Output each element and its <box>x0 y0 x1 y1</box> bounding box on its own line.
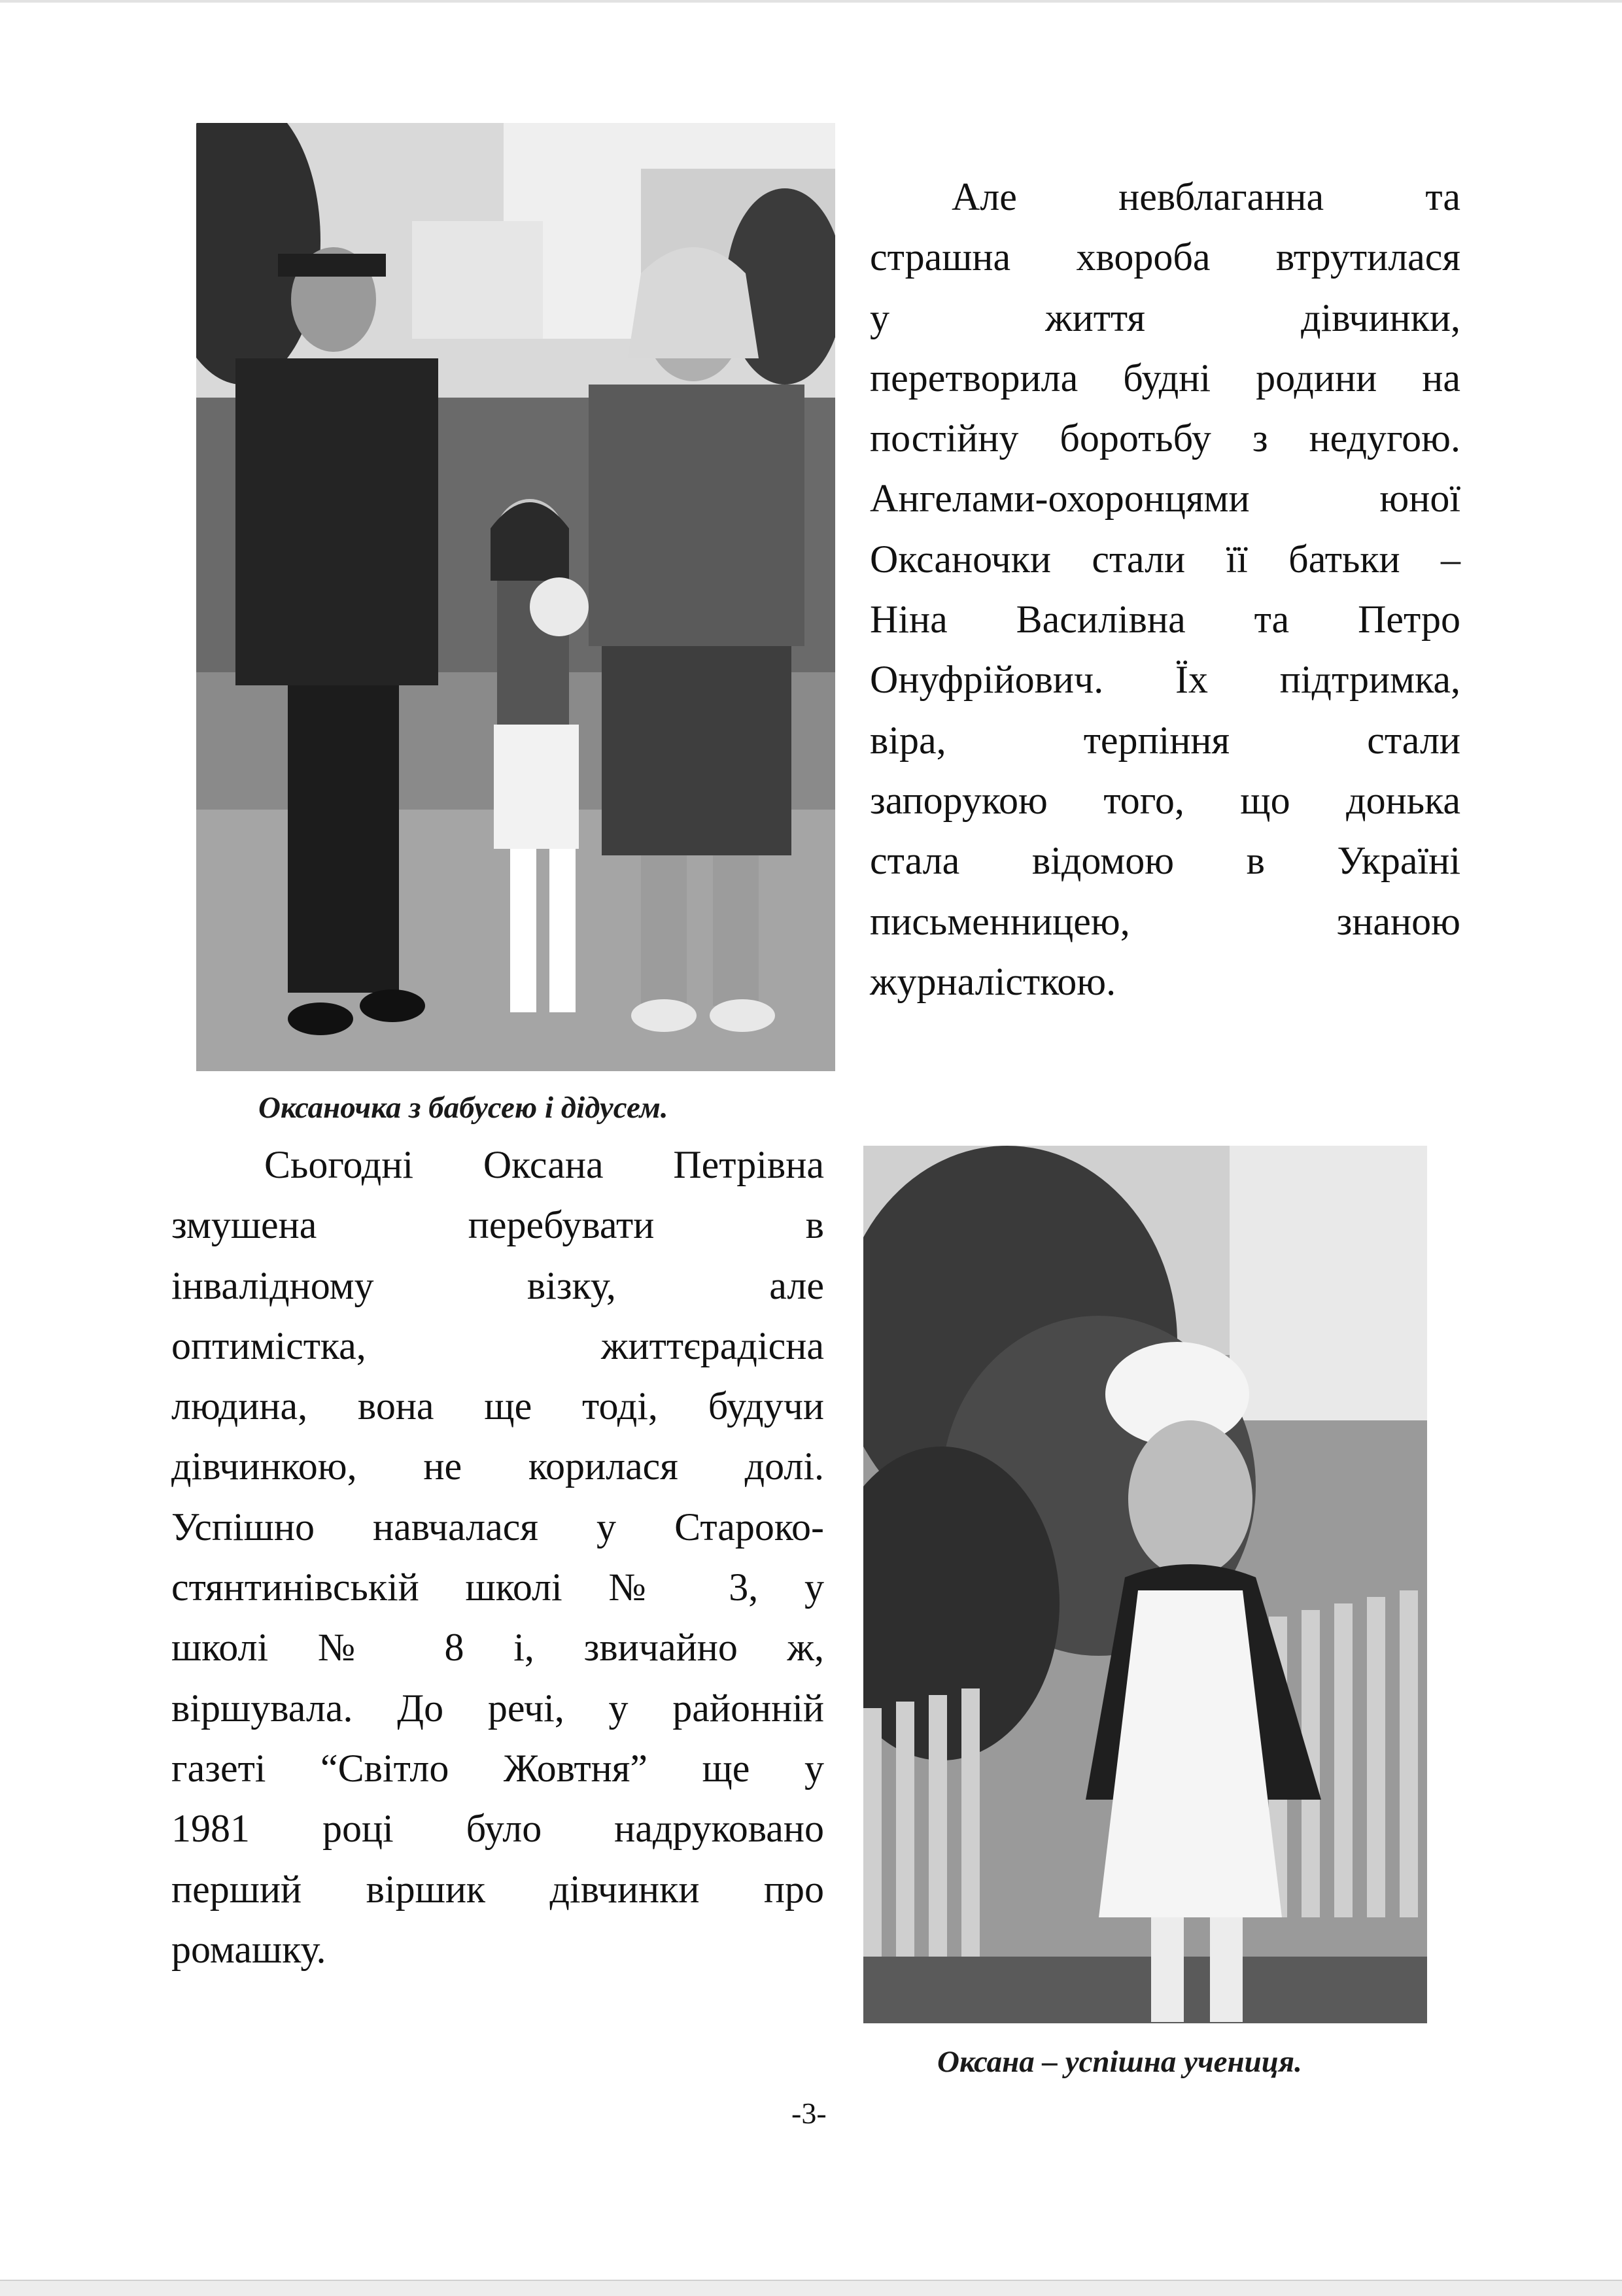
text-line: людина, вона ще тоді, будучи <box>171 1384 824 1428</box>
text-line: Але невблаганна та <box>952 175 1460 218</box>
text-line: Ангелами-охоронцями юної <box>870 477 1460 521</box>
page-number: -3- <box>791 2097 827 2130</box>
text-line: постійну боротьбу з недугою. <box>870 417 1460 460</box>
text-line: віра, терпіння стали <box>870 718 1460 762</box>
text-line: дівчинкою, не корилася долі. <box>171 1445 824 1488</box>
text-line: 1981 році було надруковано <box>171 1807 824 1851</box>
text-line: оптимістка, життєрадісна <box>171 1324 824 1367</box>
text-line: Ніна Василівна та Петро <box>870 598 1460 642</box>
text-line: змушена перебувати в <box>171 1203 824 1247</box>
text-line: газеті “Світло Жовтня” ще у <box>171 1746 824 1790</box>
text-line: стала відомою в Україні <box>870 839 1460 883</box>
photo-schoolgirl-caption: Оксана – успішна учениця. <box>937 2045 1302 2079</box>
paragraph-today <box>171 1135 824 1979</box>
photo-schoolgirl-drawing <box>863 1146 1427 2023</box>
text-line: віршувала. До речі, у районній <box>171 1686 824 1730</box>
photo-grandparents-drawing <box>196 123 835 1071</box>
text-line: запорукою того, що донька <box>870 778 1460 822</box>
paragraph-illness <box>870 167 1460 1012</box>
text-line: перетворила будні родини на <box>870 356 1460 400</box>
text-line: журналісткою. <box>870 959 1116 1003</box>
text-line: Оксаночки стали її батьки – <box>870 537 1460 581</box>
text-line: Успішно навчалася у Староко- <box>171 1505 824 1549</box>
photo-grandparents-caption: Оксаночка з бабусею і дідусем. <box>258 1091 668 1125</box>
text-line: Сьогодні Оксана Петрівна <box>264 1143 824 1186</box>
text-line: письменницею, знаною <box>870 899 1460 943</box>
top-edge <box>0 0 1622 3</box>
text-line: інвалідному візку, але <box>171 1263 824 1307</box>
bottom-edge <box>0 2280 1622 2296</box>
photo-schoolgirl <box>863 1146 1427 2023</box>
text-line: школі № 8 і, звичайно ж, <box>171 1626 824 1670</box>
text-line: страшна хвороба втрутилася <box>870 235 1460 279</box>
text-line: стянтинівській школі № 3, у <box>171 1566 824 1609</box>
photo-grandparents <box>196 123 835 1071</box>
text-line: у життя дівчинки, <box>870 296 1460 339</box>
text-line: ромашку. <box>171 1927 326 1971</box>
text-line: перший віршик дівчинки про <box>171 1867 824 1911</box>
text-line: Онуфрійович. Їх підтримка, <box>870 658 1460 702</box>
